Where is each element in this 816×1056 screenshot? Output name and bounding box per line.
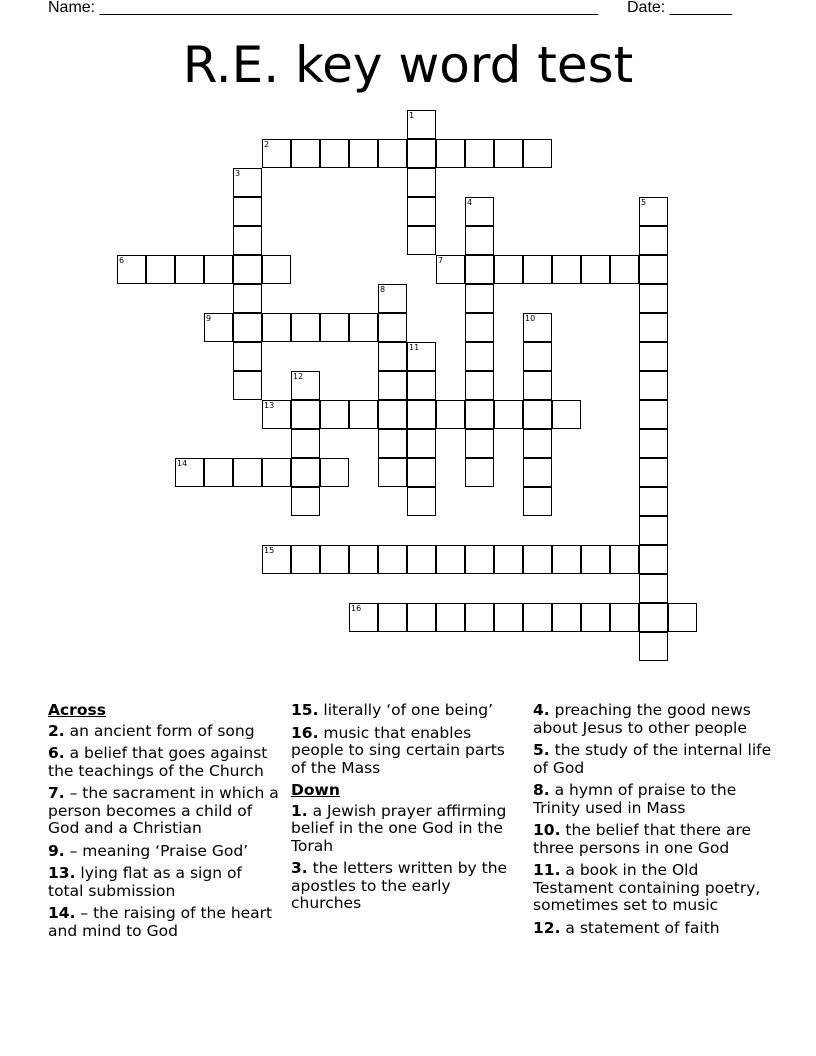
clue-down-4: [533, 702, 778, 737]
grid-cell[interactable]: [523, 603, 552, 632]
grid-cell[interactable]: [494, 139, 523, 168]
grid-cell[interactable]: [378, 313, 407, 342]
grid-cell[interactable]: [407, 371, 436, 400]
grid-cell[interactable]: [639, 342, 668, 371]
grid-cell[interactable]: [523, 545, 552, 574]
grid-cell[interactable]: [494, 545, 523, 574]
grid-cell[interactable]: [639, 284, 668, 313]
grid-cell[interactable]: [320, 400, 349, 429]
page-title: R.E. key word test: [182, 36, 634, 94]
grid-cell[interactable]: [639, 371, 668, 400]
clue-text: the belief that there are three persons in one God: [533, 821, 752, 857]
grid-cell[interactable]: [465, 371, 494, 400]
across-heading: Across: [48, 701, 106, 719]
clue-across-6: [48, 745, 280, 780]
cell-number: 15: [264, 546, 275, 555]
clue-text: an ancient form of song: [69, 721, 255, 740]
grid-cell[interactable]: [523, 313, 552, 342]
grid-cell[interactable]: [523, 342, 552, 371]
grid-cell[interactable]: [146, 255, 175, 284]
grid-cell[interactable]: [407, 458, 436, 487]
grid-cell[interactable]: [407, 168, 436, 197]
clue-number: 14.: [48, 904, 76, 922]
grid-cell[interactable]: [233, 371, 262, 400]
grid-cell[interactable]: [639, 458, 668, 487]
clue-number: 1.: [291, 801, 308, 820]
clue-text: a book in the Old Testament containing poetry, sometimes set to music: [533, 861, 761, 914]
grid-cell[interactable]: [262, 458, 291, 487]
cell-number: 7: [438, 256, 444, 265]
grid-cell[interactable]: [639, 429, 668, 458]
clue-across-14: [48, 905, 280, 940]
clue-number: 2.: [48, 721, 65, 740]
grid-cell[interactable]: [175, 255, 204, 284]
cell-number: 16: [351, 604, 362, 613]
grid-cell[interactable]: [349, 313, 378, 342]
grid-cell[interactable]: [668, 603, 697, 632]
cell-number: 14: [177, 459, 188, 468]
grid-cell[interactable]: [407, 400, 436, 429]
clue-text: a Jewish prayer affirming belief in the one God in the Torah: [291, 801, 507, 855]
grid-cell[interactable]: [639, 574, 668, 603]
grid-cell[interactable]: [233, 226, 262, 255]
grid-cell[interactable]: [610, 255, 639, 284]
clues-column-3: [533, 702, 778, 942]
grid-cell[interactable]: [320, 139, 349, 168]
grid-cell[interactable]: [262, 400, 291, 429]
grid-cell[interactable]: [639, 313, 668, 342]
cell-number: 6: [119, 256, 125, 265]
name-field-line: Name: ________________________________________________________: [48, 0, 598, 16]
clue-number: 9.: [48, 841, 65, 860]
grid-cell[interactable]: [523, 371, 552, 400]
cell-number: 4: [467, 198, 473, 207]
grid-cell[interactable]: [378, 603, 407, 632]
grid-cell[interactable]: [523, 400, 552, 429]
grid-cell[interactable]: [552, 400, 581, 429]
grid-cell[interactable]: [407, 110, 436, 139]
clue-across-15: [291, 702, 523, 720]
grid-cell[interactable]: [639, 516, 668, 545]
grid-cell[interactable]: [436, 545, 465, 574]
clue-number: 16.: [291, 723, 319, 742]
grid-cell[interactable]: [233, 197, 262, 226]
grid-cell[interactable]: [639, 632, 668, 661]
clue-text: literally ‘of one being’: [323, 701, 494, 719]
cell-number: 2: [264, 140, 270, 149]
grid-cell[interactable]: [262, 545, 291, 574]
clue-number: 11.: [533, 861, 561, 879]
grid-cell[interactable]: [407, 429, 436, 458]
grid-cell[interactable]: [436, 400, 465, 429]
clue-across-13: [48, 865, 280, 900]
cell-number: 10: [525, 314, 536, 323]
down-heading: Down: [291, 781, 340, 799]
grid-cell[interactable]: [494, 255, 523, 284]
grid-cell[interactable]: [204, 255, 233, 284]
clue-number: 3.: [291, 859, 308, 877]
grid-cell[interactable]: [378, 400, 407, 429]
clue-text: the letters written by the apostles to the early churches: [291, 859, 508, 912]
grid-cell[interactable]: [233, 313, 262, 342]
grid-cell[interactable]: [523, 139, 552, 168]
clue-number: 13.: [48, 864, 76, 882]
clue-across-9: [48, 843, 280, 861]
grid-cell[interactable]: [291, 458, 320, 487]
grid-cell[interactable]: [320, 313, 349, 342]
grid-cell[interactable]: [320, 545, 349, 574]
cell-number: 13: [264, 401, 275, 410]
grid-cell[interactable]: [349, 400, 378, 429]
clue-down-10: [533, 822, 778, 857]
clue-text: preaching the good news about Jesus to other people: [533, 701, 751, 737]
clues-column-2: [291, 702, 523, 918]
clue-down-8: [533, 782, 778, 817]
grid-cell[interactable]: [552, 545, 581, 574]
grid-cell[interactable]: [233, 284, 262, 313]
clue-number: 15.: [291, 701, 319, 719]
grid-cell[interactable]: [465, 458, 494, 487]
grid-cell[interactable]: [639, 197, 668, 226]
clue-text: a statement of faith: [565, 918, 720, 937]
grid-cell[interactable]: [494, 603, 523, 632]
grid-cell[interactable]: [639, 487, 668, 516]
grid-cell[interactable]: [610, 603, 639, 632]
grid-cell[interactable]: [291, 371, 320, 400]
grid-cell[interactable]: [610, 545, 639, 574]
grid-cell[interactable]: [523, 429, 552, 458]
grid-cell[interactable]: [436, 255, 465, 284]
grid-cell[interactable]: [233, 255, 262, 284]
grid-cell[interactable]: [465, 429, 494, 458]
grid-cell[interactable]: [378, 342, 407, 371]
grid-cell[interactable]: [465, 226, 494, 255]
grid-cell[interactable]: [407, 226, 436, 255]
grid-cell[interactable]: [291, 429, 320, 458]
grid-cell[interactable]: [349, 545, 378, 574]
clues-column-1: [48, 702, 280, 945]
grid-cell[interactable]: [233, 458, 262, 487]
grid-cell[interactable]: [291, 545, 320, 574]
grid-cell[interactable]: [407, 545, 436, 574]
grid-cell[interactable]: [378, 458, 407, 487]
clue-text: – the raising of the heart and mind to God: [48, 904, 273, 940]
grid-cell[interactable]: [465, 284, 494, 313]
grid-cell[interactable]: [639, 255, 668, 284]
cell-number: 1: [409, 111, 415, 120]
cell-number: 3: [235, 169, 241, 178]
grid-cell[interactable]: [465, 400, 494, 429]
cell-number: 9: [206, 314, 212, 323]
grid-cell[interactable]: [494, 400, 523, 429]
cell-number: 8: [380, 285, 386, 294]
clue-number: 6.: [48, 744, 65, 762]
grid-cell[interactable]: [552, 255, 581, 284]
grid-cell[interactable]: [436, 603, 465, 632]
clue-number: 4.: [533, 701, 550, 719]
grid-cell[interactable]: [465, 197, 494, 226]
grid-cell[interactable]: [523, 487, 552, 516]
cell-number: 12: [293, 372, 304, 381]
clue-number: 10.: [533, 821, 561, 839]
grid-cell[interactable]: [117, 255, 146, 284]
clue-text: music that enables people to sing certain parts of the Mass: [291, 723, 505, 777]
grid-cell[interactable]: [349, 139, 378, 168]
grid-cell[interactable]: [262, 255, 291, 284]
clue-text: a hymn of praise to the Trinity used in Mass: [533, 781, 737, 817]
grid-cell[interactable]: [465, 313, 494, 342]
clue-text: lying flat as a sign of total submission: [48, 864, 242, 900]
grid-cell[interactable]: [639, 226, 668, 255]
clue-number: 8.: [533, 781, 550, 799]
grid-cell[interactable]: [552, 603, 581, 632]
clue-across-7: [48, 785, 280, 838]
clue-text: a belief that goes against the teachings of the Church: [48, 744, 268, 780]
grid-cell[interactable]: [523, 458, 552, 487]
grid-cell[interactable]: [581, 545, 610, 574]
grid-cell[interactable]: [320, 458, 349, 487]
grid-cell[interactable]: [378, 429, 407, 458]
grid-cell[interactable]: [378, 545, 407, 574]
grid-cell[interactable]: [175, 458, 204, 487]
grid-cell[interactable]: [378, 139, 407, 168]
grid-cell[interactable]: [581, 255, 610, 284]
grid-cell[interactable]: [407, 487, 436, 516]
grid-cell[interactable]: [262, 313, 291, 342]
grid-cell[interactable]: [639, 545, 668, 574]
grid-cell[interactable]: [407, 342, 436, 371]
grid-cell[interactable]: [465, 603, 494, 632]
clue-across-2: [48, 723, 280, 741]
clue-across-16: [291, 725, 523, 778]
grid-cell[interactable]: [378, 371, 407, 400]
clue-number: 7.: [48, 784, 65, 802]
grid-cell[interactable]: [291, 400, 320, 429]
clue-down-1: [291, 803, 523, 856]
grid-cell[interactable]: [639, 603, 668, 632]
grid-cell[interactable]: [233, 342, 262, 371]
clue-text: the study of the internal life of God: [533, 741, 772, 777]
clue-down-5: [533, 742, 778, 777]
grid-cell[interactable]: [465, 342, 494, 371]
grid-cell[interactable]: [291, 487, 320, 516]
grid-cell[interactable]: [465, 545, 494, 574]
grid-cell[interactable]: [581, 603, 610, 632]
grid-cell[interactable]: [349, 603, 378, 632]
date-field-line: Date: _______: [627, 0, 732, 16]
grid-cell[interactable]: [465, 255, 494, 284]
grid-cell[interactable]: [233, 168, 262, 197]
clue-down-12: [533, 920, 778, 938]
clue-text: – the sacrament in which a person becomes a child of God and a Christian: [48, 784, 279, 837]
grid-cell[interactable]: [436, 139, 465, 168]
grid-cell[interactable]: [204, 313, 233, 342]
grid-cell[interactable]: [465, 139, 494, 168]
grid-cell[interactable]: [291, 313, 320, 342]
clue-down-3: [291, 860, 523, 913]
grid-cell[interactable]: [523, 255, 552, 284]
clue-number: 12.: [533, 918, 561, 937]
grid-cell[interactable]: [291, 139, 320, 168]
grid-cell[interactable]: [407, 197, 436, 226]
grid-cell[interactable]: [204, 458, 233, 487]
grid-cell[interactable]: [378, 284, 407, 313]
cell-number: 11: [409, 343, 420, 352]
cell-number: 5: [641, 198, 647, 207]
grid-cell[interactable]: [639, 400, 668, 429]
clue-text: – meaning ‘Praise God’: [69, 841, 249, 860]
grid-cell[interactable]: [407, 603, 436, 632]
clue-number: 5.: [533, 741, 550, 759]
clue-down-11: [533, 862, 778, 915]
grid-cell[interactable]: [262, 139, 291, 168]
grid-cell[interactable]: [407, 139, 436, 168]
